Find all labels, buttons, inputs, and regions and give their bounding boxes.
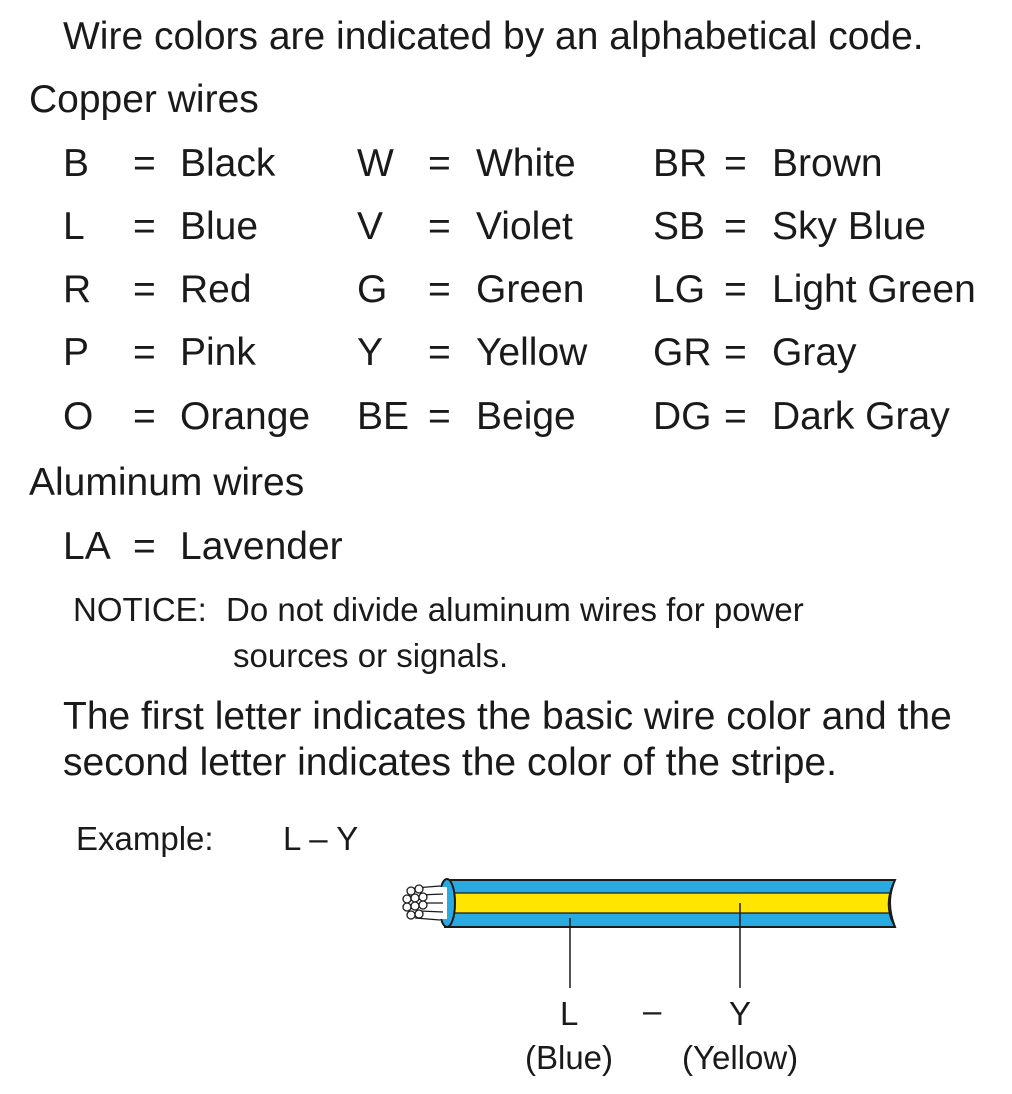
equals-sign: = bbox=[724, 395, 747, 438]
color-name: Pink bbox=[180, 331, 256, 374]
copper-heading: Copper wires bbox=[29, 78, 259, 121]
aluminum-heading: Aluminum wires bbox=[29, 461, 305, 504]
color-code: O bbox=[63, 395, 94, 438]
example-label: Example: bbox=[76, 820, 214, 857]
color-name: Green bbox=[476, 268, 585, 311]
color-code: G bbox=[357, 268, 388, 311]
color-name: Light Green bbox=[772, 268, 976, 311]
color-code: L bbox=[63, 205, 85, 248]
notice-label: NOTICE: bbox=[73, 591, 207, 628]
equals-sign: = bbox=[428, 268, 451, 311]
color-name: Red bbox=[180, 268, 252, 311]
color-name: Lavender bbox=[180, 525, 343, 568]
stripe-color-label: (Yellow) bbox=[682, 1039, 799, 1076]
notice-line-1: Do not divide aluminum wires for power bbox=[226, 591, 804, 628]
equals-sign: = bbox=[133, 395, 156, 438]
equals-sign: = bbox=[724, 331, 747, 374]
equals-sign: = bbox=[133, 142, 156, 185]
equals-sign: = bbox=[428, 331, 451, 374]
explanation-line-1: The first letter indicates the basic wire color and the bbox=[63, 695, 952, 738]
color-code: Y bbox=[357, 331, 384, 374]
notice-line-2: sources or signals. bbox=[233, 637, 509, 674]
color-code: BR bbox=[653, 142, 708, 185]
stripe-letter-label: Y bbox=[729, 995, 752, 1032]
color-code: W bbox=[357, 142, 394, 185]
color-name: Brown bbox=[772, 142, 883, 185]
color-code: BE bbox=[357, 395, 410, 438]
color-name: Sky Blue bbox=[772, 205, 926, 248]
color-name: Gray bbox=[772, 331, 857, 374]
equals-sign: = bbox=[133, 331, 156, 374]
equals-sign: = bbox=[724, 268, 747, 311]
equals-sign: = bbox=[133, 205, 156, 248]
color-code: R bbox=[63, 268, 92, 311]
color-code: SB bbox=[653, 205, 706, 248]
equals-sign: = bbox=[428, 395, 451, 438]
dash-label: – bbox=[643, 992, 662, 1029]
example-code: L – Y bbox=[283, 820, 359, 857]
equals-sign: = bbox=[133, 525, 156, 568]
color-code: LG bbox=[653, 268, 706, 311]
wire-insulation bbox=[445, 880, 895, 927]
color-name: Violet bbox=[476, 205, 573, 248]
color-code: P bbox=[63, 331, 90, 374]
color-code: LA bbox=[63, 525, 111, 568]
color-name: Dark Gray bbox=[772, 395, 950, 438]
intro-text: Wire colors are indicated by an alphabetical code. bbox=[63, 15, 924, 58]
color-name: Blue bbox=[180, 205, 259, 248]
color-name: White bbox=[476, 142, 576, 185]
color-code: GR bbox=[653, 331, 712, 374]
color-name: Beige bbox=[476, 395, 576, 438]
color-name: Yellow bbox=[476, 331, 588, 374]
color-code: DG bbox=[653, 395, 712, 438]
equals-sign: = bbox=[133, 268, 156, 311]
wire-cut-end bbox=[889, 880, 896, 927]
equals-sign: = bbox=[724, 142, 747, 185]
wire-insulation-end bbox=[439, 879, 455, 927]
base-color-label: (Blue) bbox=[525, 1039, 614, 1076]
color-name: Black bbox=[180, 142, 276, 185]
color-name: Orange bbox=[180, 395, 311, 438]
explanation-line-2: second letter indicates the color of the stripe. bbox=[63, 741, 837, 784]
equals-sign: = bbox=[428, 142, 451, 185]
conductor-strands-icon bbox=[403, 885, 447, 920]
wire-stripe bbox=[452, 893, 889, 913]
equals-sign: = bbox=[724, 205, 747, 248]
color-code: V bbox=[357, 205, 384, 248]
equals-sign: = bbox=[428, 205, 451, 248]
base-letter-label: L bbox=[560, 995, 579, 1032]
color-code: B bbox=[63, 142, 90, 185]
